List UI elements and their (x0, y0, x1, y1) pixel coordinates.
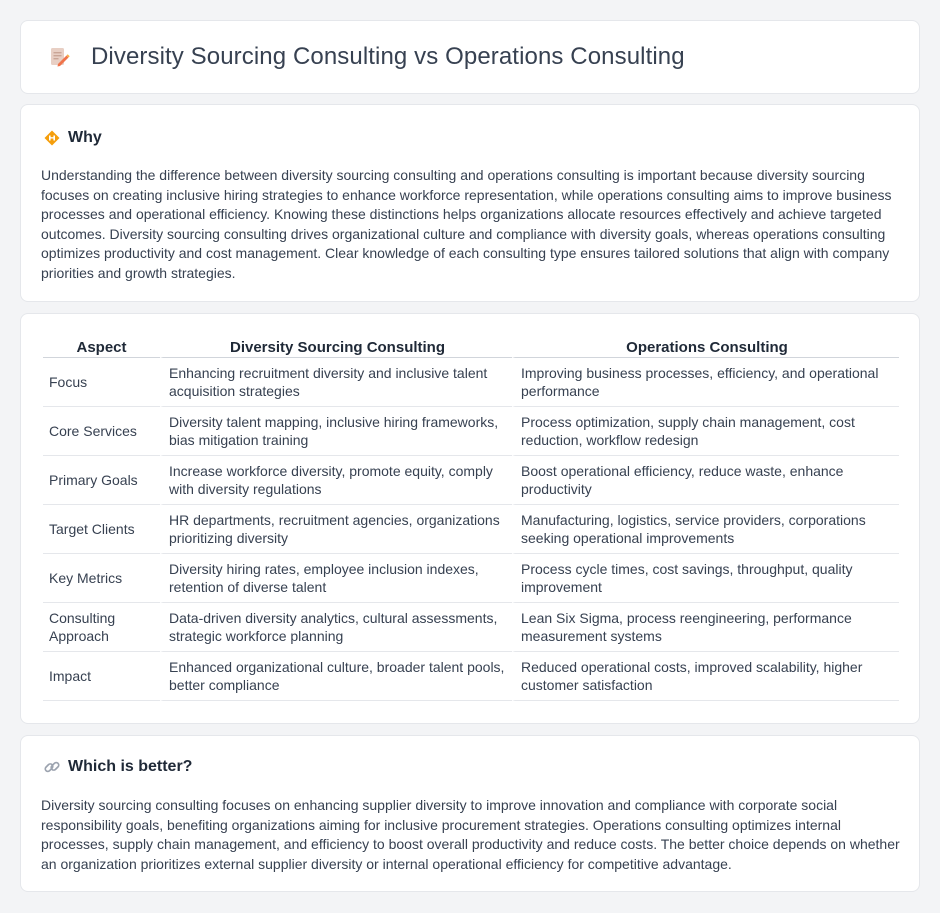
row-operations-value: Reduced operational costs, improved scalability, higher customer satisfaction (512, 652, 899, 701)
link-icon (43, 758, 61, 776)
table-row (43, 358, 899, 407)
row-diversity-value: Increase workforce diversity, promote equity, comply with diversity regulations (160, 456, 512, 505)
which-is-better-section (20, 735, 920, 892)
comparison-table (43, 334, 899, 701)
row-aspect: Consulting Approach (43, 603, 160, 652)
table-row (43, 652, 899, 701)
why-body: Understanding the difference between diversity sourcing consulting and operations consulting is important because diversity sourcing focuses on creating inclusive hiring strategies to enhance workforce representation, while operations consulting aims to improve business processes and operational efficiency. Knowing these distinctions helps organizations allocate resources effectively and achieve targeted outcomes. Diversity sourcing consulting drives organizational culture and compliance with diversity goals, whereas operations consulting optimizes productivity and cost management. Clear knowledge of each consulting type ensures tailored solutions that align with company priorities and growth strategies. (41, 167, 892, 281)
row-aspect: Target Clients (43, 505, 160, 554)
document-edit-icon (47, 45, 71, 69)
row-diversity-value: Data-driven diversity analytics, cultural assessments, strategic workforce planning (160, 603, 512, 652)
why-heading (43, 129, 102, 147)
row-operations-value: Lean Six Sigma, process reengineering, performance measurement systems (512, 603, 899, 652)
table-row (43, 407, 899, 456)
table-row (43, 505, 899, 554)
row-diversity-value: Diversity hiring rates, employee inclusion indexes, retention of diverse talent (160, 554, 512, 603)
table-row (43, 603, 899, 652)
header-operations: Operations Consulting (512, 334, 899, 358)
table-row (43, 554, 899, 603)
row-aspect: Focus (43, 358, 160, 407)
row-diversity-value: HR departments, recruitment agencies, organizations prioritizing diversity (160, 505, 512, 554)
row-aspect: Primary Goals (43, 456, 160, 505)
row-aspect: Key Metrics (43, 554, 160, 603)
comparison-table-card (20, 313, 920, 724)
row-diversity-value: Diversity talent mapping, inclusive hiring frameworks, bias mitigation training (160, 407, 512, 456)
row-diversity-value: Enhancing recruitment diversity and inclusive talent acquisition strategies (160, 358, 512, 407)
row-aspect: Impact (43, 652, 160, 701)
why-section (20, 104, 920, 302)
row-operations-value: Process cycle times, cost savings, throughput, quality improvement (512, 554, 899, 603)
page-title: Diversity Sourcing Consulting vs Operations Consulting (91, 43, 685, 70)
table-row (43, 456, 899, 505)
better-title: Which is better? (68, 758, 193, 775)
row-operations-value: Process optimization, supply chain management, cost reduction, workflow redesign (512, 407, 899, 456)
header-aspect: Aspect (43, 334, 160, 358)
warning-sign-icon (43, 129, 61, 147)
row-operations-value: Boost operational efficiency, reduce waste, enhance productivity (512, 456, 899, 505)
row-operations-value: Manufacturing, logistics, service providers, corporations seeking operational improvements (512, 505, 899, 554)
header-diversity-sourcing: Diversity Sourcing Consulting (160, 334, 512, 358)
better-body: Diversity sourcing consulting focuses on enhancing supplier diversity to improve innovation and compliance with corporate social responsibility goals, benefiting organizations aiming for inclusive procurement strategies. Operations consulting optimizes internal processes, supply chain management, and efficiency to boost overall productivity and reduce costs. The better choice depends on whether an organization prioritizes external supplier diversity or internal operational efficiency for competitive advantage. (41, 797, 900, 872)
row-operations-value: Improving business processes, efficiency, and operational performance (512, 358, 899, 407)
title-card (20, 20, 920, 94)
better-heading (43, 758, 192, 776)
row-aspect: Core Services (43, 407, 160, 456)
why-title: Why (68, 129, 102, 146)
table-header-row (43, 334, 899, 358)
row-diversity-value: Enhanced organizational culture, broader talent pools, better compliance (160, 652, 512, 701)
